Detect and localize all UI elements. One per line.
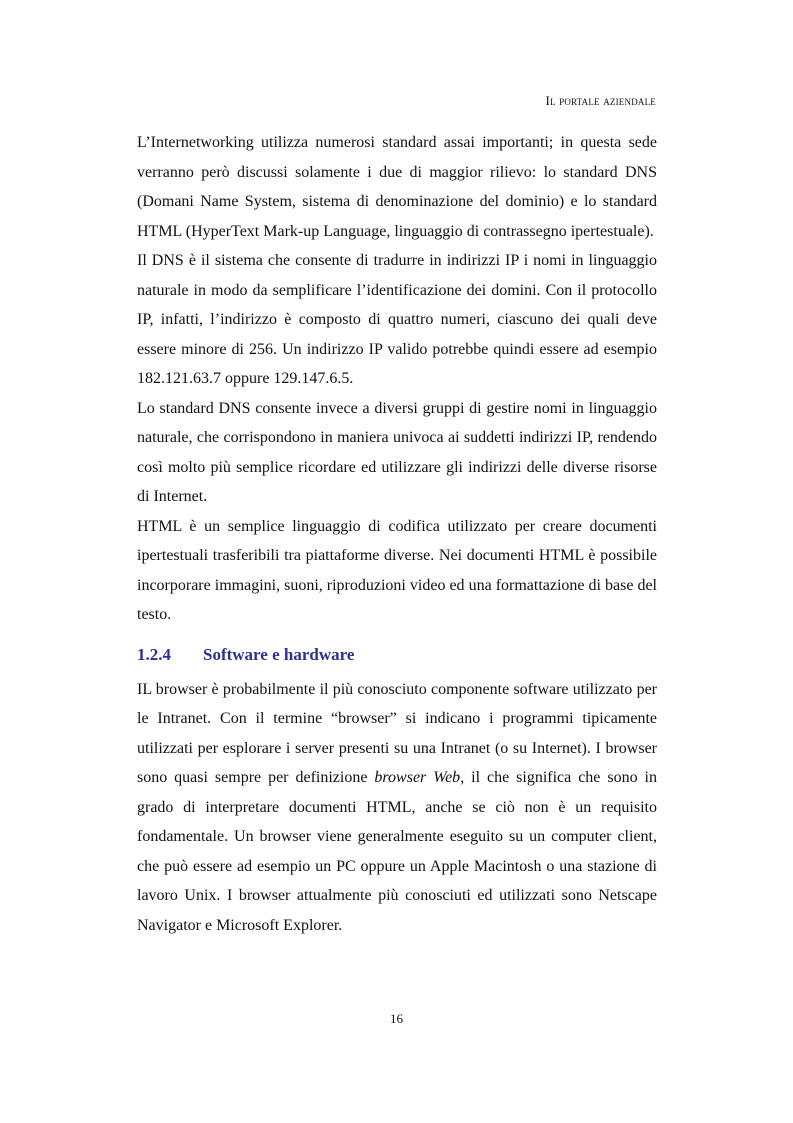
body-text — [137, 128, 657, 940]
running-header: Il portale aziendale — [545, 93, 656, 108]
paragraph-browser — [137, 675, 657, 941]
paragraph-browser-part-1: IL browser è probabilmente il più conosciuto componente software utilizzato per le Intranet. Con il termine “browser” si indicano i programmi tipicamente utilizzati per esplorare i server presenti su una Intranet (o su Internet). I browser sono quasi sempre per definizione — [137, 680, 657, 786]
paragraph-dns: Il DNS è il sistema che consente di tradurre in indirizzi IP i nomi in linguaggio naturale in modo da semplificare l’identificazione dei domini. Con il protocollo IP, infatti, l’indirizzo è composto di quattro numeri, ciascuno dei quali deve essere minore di 256. Un indirizzo IP valido potrebbe quindi essere ad esempio 182.121.63.7 oppure 129.147.6.5. — [137, 252, 657, 387]
section-heading — [137, 644, 657, 666]
section-title: Software e hardware — [203, 644, 355, 664]
section-number: 1.2.4 — [137, 644, 171, 664]
paragraph-dns-standard: Lo standard DNS consente invece a diversi gruppi di gestire nomi in linguaggio naturale, che corrispondono in maniera univoca ai suddetti indirizzi IP, rendendo così molto più semplice ricordare ed utilizzare gli indirizzi delle diverse risorse di Internet. — [137, 399, 657, 505]
paragraph-html: HTML è un semplice linguaggio di codifica utilizzato per creare documenti ipertestuali trasferibili tra piattaforme diverse. Nei documenti HTML è possibile incorporare immagini, suoni, riproduzioni video ed una formattazione di base del testo. — [137, 517, 657, 623]
page-number: 16 — [390, 1011, 403, 1026]
paragraph-browser-part-2: , il che significa che sono in grado di interpretare documenti HTML, anche se ciò non è un requisito fondamentale. Un browser viene generalmente eseguito su un computer client, che può essere ad esempio un PC oppure un Apple Macintosh o una stazione di lavoro Unix. I browser attualmente più conosciuti ed utilizzati sono Netscape Navigator e Microsoft Explorer. — [137, 769, 658, 934]
paragraph-internetworking: L’Internetworking utilizza numerosi standard assai importanti; in questa sede verranno però discussi solamente i due di maggior rilievo: lo standard DNS (Domani Name System, sistema di denominazione del dominio) e lo standard HTML (HyperText Mark-up Language, linguaggio di contrassegno ipertestuale). — [137, 134, 657, 240]
paragraph-browser-italic: browser Web — [374, 769, 461, 786]
